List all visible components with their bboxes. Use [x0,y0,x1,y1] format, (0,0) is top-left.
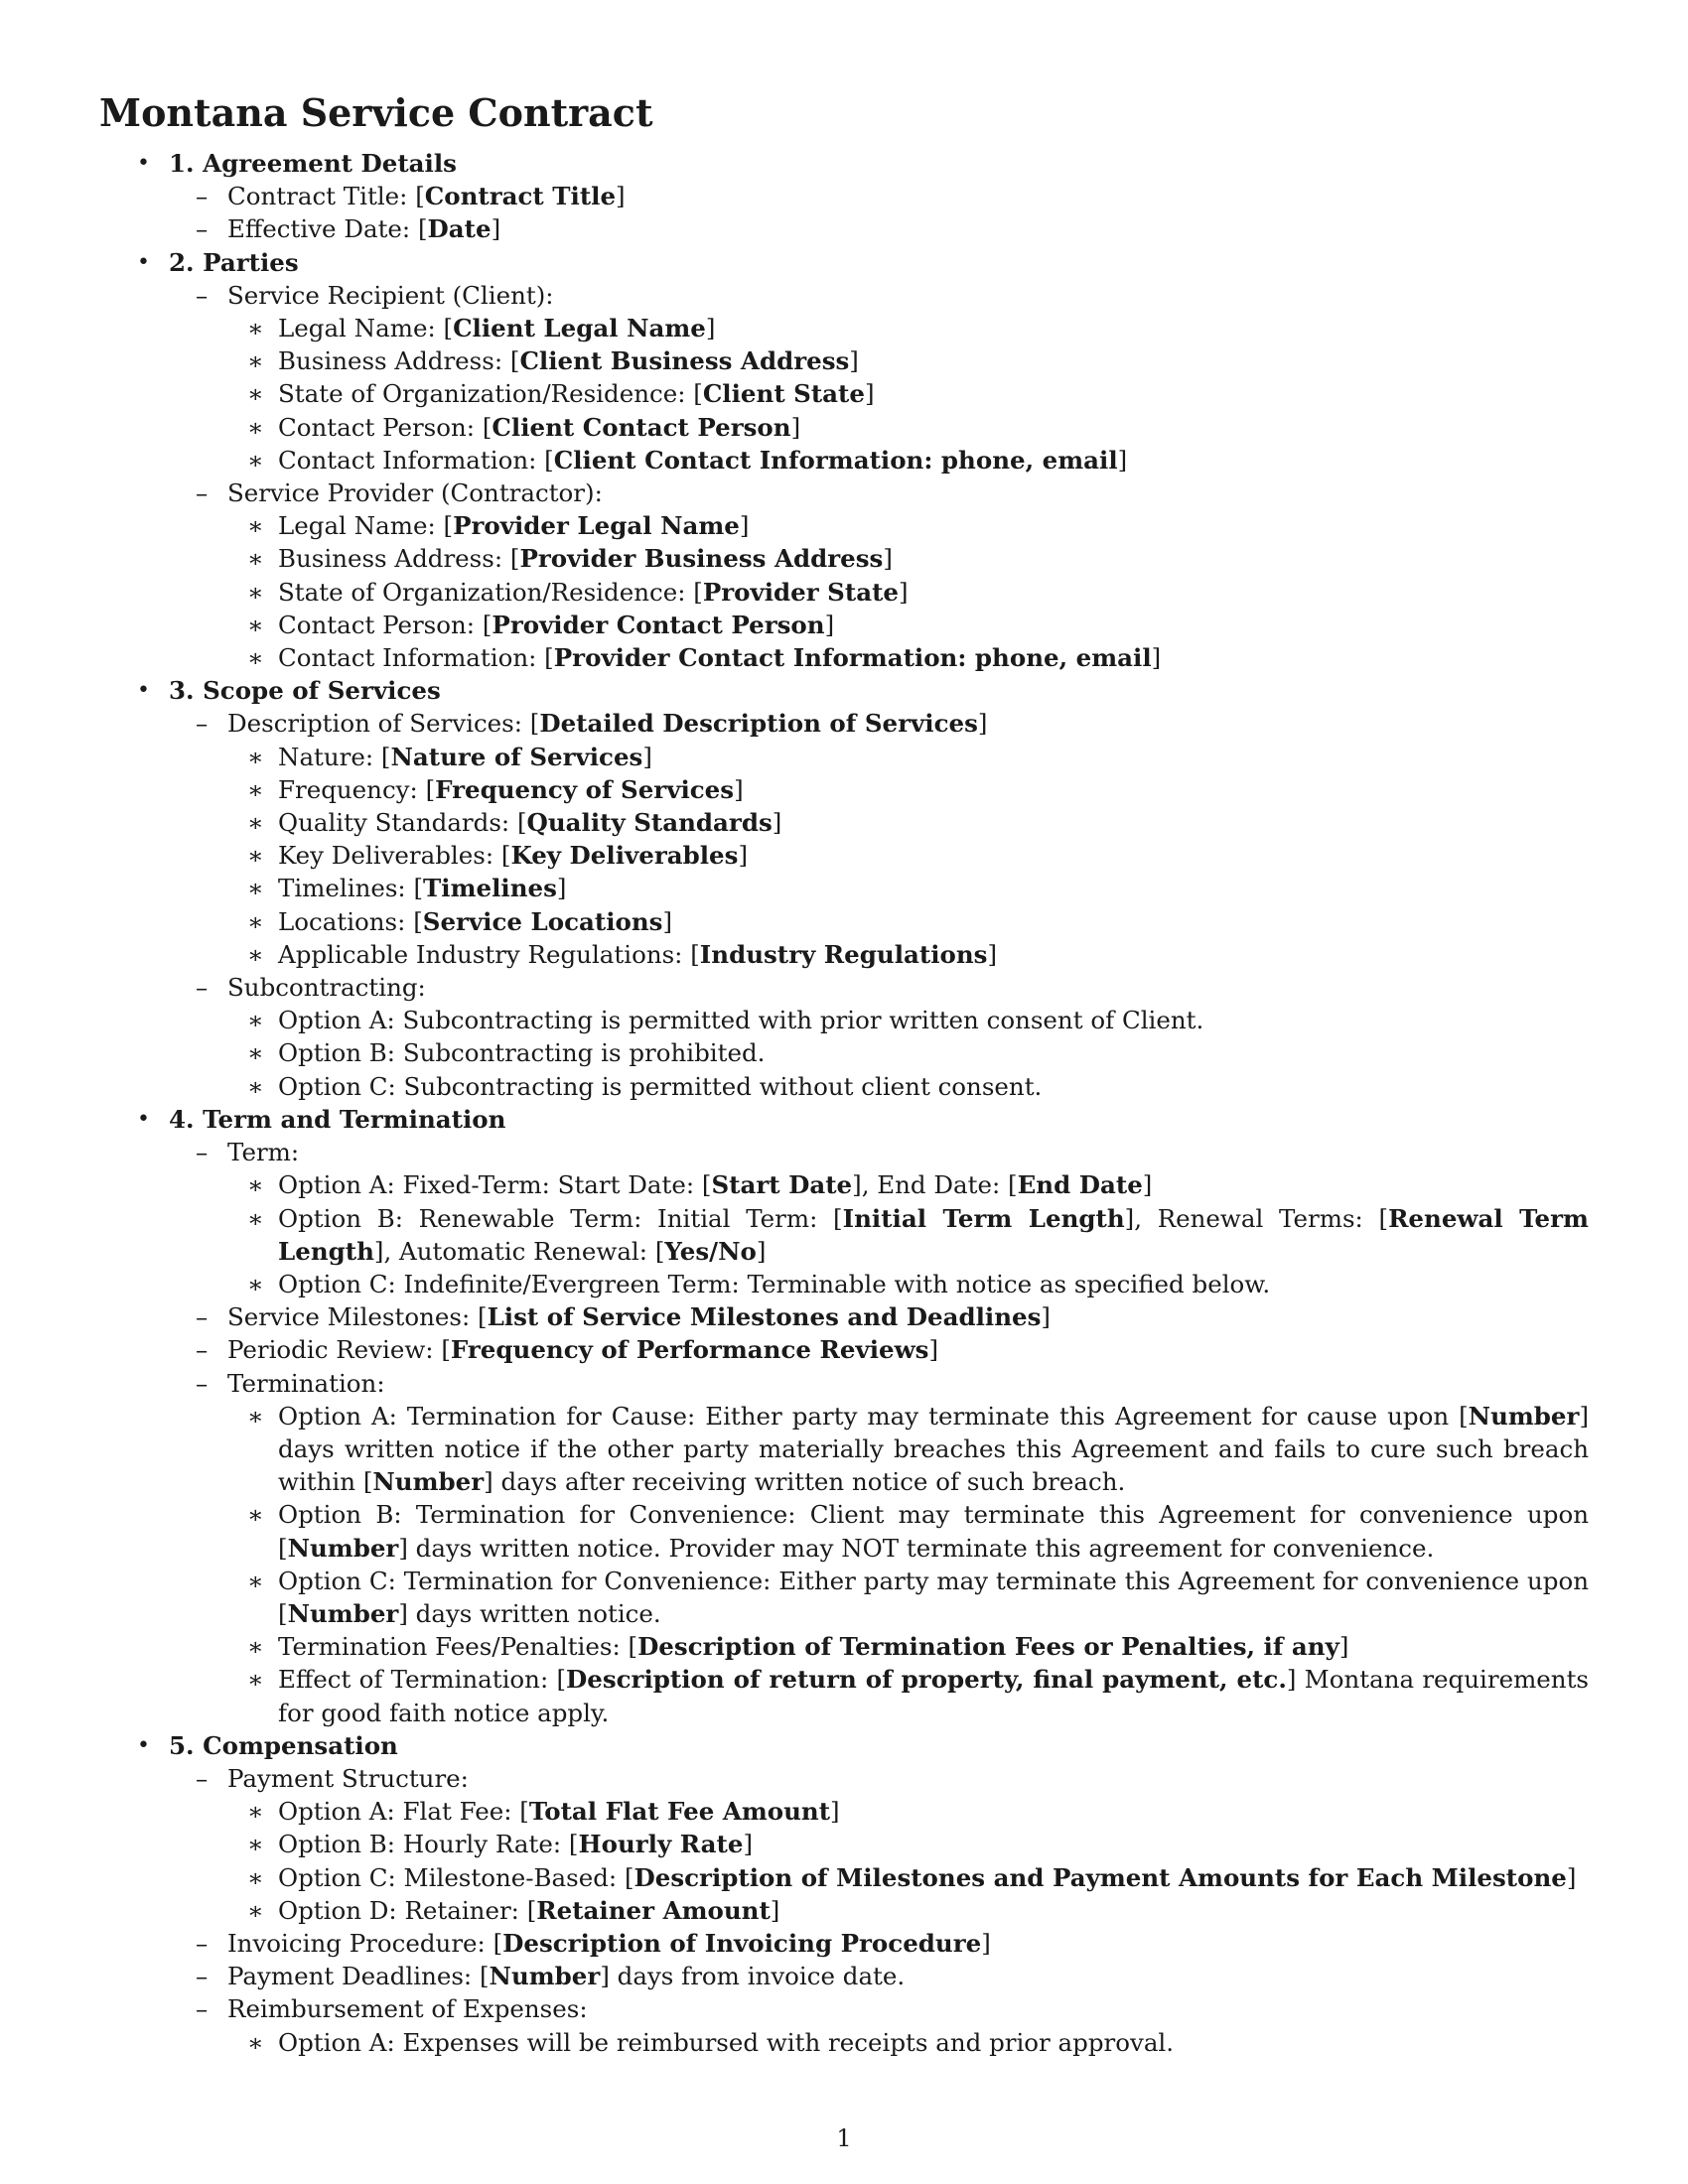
asterisk-marker: ∗ [247,511,264,541]
sub-item-list [247,1795,1589,1927]
sub-item-label: Option A: Expenses will be reimbursed with receipts and prior approval. [278,2027,1175,2057]
dash-marker: – [196,1962,209,1991]
section-heading: 3. Scope of Services [169,676,441,706]
sub-item-text: Option B: Renewable Term: Initial Term: [278,1203,834,1233]
sub-item-value: Client Contact Information: phone, email [553,445,1118,475]
sub-list-item: ∗ Timelines: [Timelines] [247,872,1589,904]
asterisk-marker: ∗ [247,1862,264,1892]
sub-list-item [247,1070,1589,1103]
sub-item-value: Number [372,1467,485,1497]
asterisk-marker: ∗ [247,1830,264,1859]
sub-list-item: ∗ Option B: Termination for Convenience: Client may terminate this Agreement for convenience upon [Number] days written notice. Provider may NOT terminate this agreement for convenience. [247,1500,1589,1563]
asterisk-marker: ∗ [247,808,264,838]
dash-marker: – [196,1994,209,2024]
sub-list-item: ∗ Effect of Termination: [Description of return of property, final payment, etc.] Montana requirements for good faith notice apply. [247,1665,1589,1727]
sub-item-value: Provider Contact Person [492,610,825,639]
sub-item-value: Description of Milestones and Payment Amounts for Each Milestone [633,1862,1567,1892]
asterisk-marker: ∗ [247,1895,264,1925]
dash-marker: – [196,973,209,1003]
dash-marker: – [196,709,209,739]
list-item: – Periodic Review: [Frequency of Performance Reviews] [196,1333,1589,1366]
asterisk-marker: ∗ [247,906,264,936]
sub-item-label: Business Address: [278,544,510,574]
item-label: Reimbursement of Expenses: [227,1994,588,2024]
asterisk-marker: ∗ [247,412,264,442]
page-number: 1 [836,2124,852,2152]
section-heading: 1. Agreement Details [169,149,457,178]
asterisk-marker: ∗ [247,1170,264,1200]
sub-list-item: ∗ Quality Standards: [Quality Standards] [247,806,1589,839]
sub-list-item: ∗ Key Deliverables: [Key Deliverables] [247,839,1589,872]
sub-item-text: days written notice. Provider may NOT terminate this agreement for convenience. [407,1533,1435,1563]
sub-item-text: , End Date: [861,1170,1009,1200]
item-label: Termination: [227,1368,385,1398]
sub-item-label: Applicable Industry Regulations: [278,939,691,969]
sub-item-value: Quality Standards [526,808,773,838]
item-label: Contract Title: [227,182,416,211]
sub-item-label: Locations: [278,906,414,936]
dash-marker: – [196,182,209,211]
sub-item-value: Provider Contact Information: phone, email [553,643,1152,673]
sub-item-value: Provider State [702,577,899,607]
sub-list-item [247,1036,1589,1069]
dash-marker: – [196,1335,209,1365]
asterisk-marker: ∗ [247,346,264,376]
item-list [196,279,1589,674]
sub-item-text: days written notice if the other party materially breaches this Agreement and fails to cure such breach within [278,1433,1589,1497]
asterisk-marker: ∗ [247,1071,264,1101]
bullet-marker: • [137,1106,150,1132]
item-value: Contract Title [424,182,617,211]
sub-item-text: Option A: Termination for Cause: Either party may terminate this Agreement for cause upon [278,1401,1460,1431]
sub-list-item: ∗ Option C: Termination for Convenience: Either party may terminate this Agreement for convenience upon [Number] days written notice. [247,1566,1589,1628]
sub-list-item: ∗ Business Address: [Client Business Address] [247,344,1589,377]
sub-list-item: ∗ Nature: [Nature of Services] [247,741,1589,773]
asterisk-marker: ∗ [247,1269,264,1298]
asterisk-marker: ∗ [247,1566,264,1595]
sub-item-label: Contact Information: [278,445,545,475]
sub-item-value: Client State [702,379,865,409]
dash-marker: – [196,1763,209,1793]
bullet-marker: • [137,249,150,275]
sub-item-label: Nature: [278,742,381,771]
sub-list-item [247,2026,1589,2059]
sub-list-item [247,1268,1589,1300]
sub-list-item: ∗ Option A: Fixed-Term: Start Date: [Start Date], End Date: [End Date] [247,1168,1589,1201]
sub-item-label: Key Deliverables: [278,841,501,871]
item-value: Detailed Description of Services [539,709,978,739]
item-list [196,1136,1589,1729]
list-item [196,1992,1589,2058]
list-item: – Service Milestones: [List of Service Milestones and Deadlines] [196,1300,1589,1333]
asterisk-marker: ∗ [247,874,264,903]
sub-item-label: Option B: Hourly Rate: [278,1830,569,1859]
item-text: Payment Deadlines: [227,1962,480,1991]
sub-item-value: Client Legal Name [453,314,706,343]
sub-item-text: , Renewal Terms: [1134,1203,1379,1233]
section-heading: 4. Term and Termination [169,1104,506,1134]
section-1 [99,147,1589,246]
section-list [99,147,1589,2059]
list-item: – Payment Deadlines: [Number] days from invoice date. [196,1960,1589,1992]
sub-list-item: ∗ Contact Information: [Provider Contact Information: phone, email] [247,641,1589,674]
sub-item-value: Number [287,1533,399,1563]
dash-marker: – [196,214,209,244]
sub-list-item: ∗ Contact Information: [Client Contact Information: phone, email] [247,444,1589,477]
sub-item-list [247,1004,1589,1103]
sub-item-list [247,509,1589,674]
sub-list-item: ∗ Frequency: [Frequency of Services] [247,773,1589,806]
sub-item-value: Service Locations [422,906,663,936]
sub-item-value: Industry Regulations [699,939,988,969]
sub-item-value: Renewal Term Length [278,1203,1589,1266]
sub-item-value: Number [1468,1401,1580,1431]
sub-item-value: Timelines [423,874,557,903]
item-label: Invoicing Procedure: [227,1928,493,1958]
sub-list-item: ∗ Contact Person: [Provider Contact Person] [247,609,1589,641]
sub-item-label: Option C: Subcontracting is permitted without client consent. [278,1071,1043,1101]
asterisk-marker: ∗ [247,1797,264,1827]
asterisk-marker: ∗ [247,939,264,969]
document-page [99,87,1589,2059]
sub-item-label: Option B: Subcontracting is prohibited. [278,1038,766,1068]
item-label: Service Recipient (Client): [227,280,554,310]
asterisk-marker: ∗ [247,774,264,804]
asterisk-marker: ∗ [247,841,264,871]
dash-marker: – [196,1368,209,1398]
asterisk-marker: ∗ [247,445,264,475]
section-4 [99,1103,1589,1729]
asterisk-marker: ∗ [247,1203,264,1233]
list-item: – Contract Title: [Contract Title] [196,180,1589,212]
item-list [196,707,1589,1102]
sub-item-value: Provider Legal Name [453,511,740,541]
dash-marker: – [196,280,209,310]
sub-item-text: Termination Fees/Penalties: [278,1632,629,1662]
item-value: Date [427,214,492,244]
sub-item-list [247,1168,1589,1300]
sub-item-label: Contact Person: [278,412,483,442]
dash-marker: – [196,1928,209,1958]
sub-item-label: Option A: Subcontracting is permitted with prior written consent of Client. [278,1006,1204,1035]
sub-item-value: Description of return of property, final payment, etc. [566,1665,1287,1695]
sub-item-value: Provider Business Address [519,544,884,574]
asterisk-marker: ∗ [247,379,264,409]
sub-item-label: Legal Name: [278,314,444,343]
asterisk-marker: ∗ [247,544,264,574]
sub-item-label: Business Address: [278,346,510,376]
sub-list-item: ∗ Applicable Industry Regulations: [Industry Regulations] [247,938,1589,971]
document-title: Montana Service Contract [99,90,653,135]
sub-list-item: ∗ Option A: Flat Fee: [Total Flat Fee Amount] [247,1795,1589,1828]
item-value: Number [489,1962,601,1991]
item-label: Payment Structure: [227,1763,469,1793]
section-heading: 5. Compensation [169,1730,398,1760]
list-item [196,1367,1589,1729]
item-list [196,1762,1589,2059]
sub-list-item: ∗ Option B: Renewable Term: Initial Term: [Initial Term Length], Renewal Terms: [Renewal Term Length], Automatic Renewal: [Yes/No] [247,1203,1589,1266]
sub-item-text: Montana requirements for good faith notice apply. [278,1665,1589,1727]
sub-item-text: Option A: Fixed-Term: Start Date: [278,1170,702,1200]
sub-list-item: ∗ Contact Person: [Client Contact Person] [247,411,1589,444]
item-label: Service Milestones: [227,1302,478,1332]
sub-item-value: Total Flat Fee Amount [528,1797,831,1827]
sub-list-item: ∗ Termination Fees/Penalties: [Description of Termination Fees or Penalties, if any] [247,1630,1589,1663]
item-label: Effective Date: [227,214,418,244]
sub-item-value: Client Business Address [519,346,850,376]
sub-item-text: days after receiving written notice of such breach. [492,1467,1126,1497]
asterisk-marker: ∗ [247,314,264,343]
section-5 [99,1729,1589,2059]
asterisk-marker: ∗ [247,1401,264,1431]
sub-list-item: ∗ Locations: [Service Locations] [247,905,1589,938]
sub-item-text: days written notice. [407,1598,661,1628]
sub-item-label: Quality Standards: [278,808,517,838]
bullet-marker: • [137,151,150,176]
item-label: Subcontracting: [227,973,426,1003]
list-item: – Effective Date: [Date] [196,212,1589,245]
list-item [196,971,1589,1103]
sub-item-list [247,741,1589,971]
sub-list-item: ∗ State of Organization/Residence: [Provider State] [247,576,1589,609]
sub-list-item [247,1004,1589,1036]
list-item [196,279,1589,477]
sub-item-value: Yes/No [664,1236,757,1266]
item-label: Periodic Review: [227,1335,442,1365]
sub-item-value: Nature of Services [390,742,643,771]
asterisk-marker: ∗ [247,742,264,771]
sub-item-value: Number [287,1598,399,1628]
sub-item-label: Option D: Retainer: [278,1895,527,1925]
sub-item-label: Contact Person: [278,610,483,639]
list-item [196,1136,1589,1300]
asterisk-marker: ∗ [247,577,264,607]
section-2 [99,246,1589,675]
sub-item-value: Start Date [711,1170,853,1200]
dash-marker: – [196,1302,209,1332]
dash-marker: – [196,478,209,508]
sub-item-label: Option C: Indefinite/Evergreen Term: Terminable with notice as specified below. [278,1269,1271,1298]
asterisk-marker: ∗ [247,1665,264,1695]
asterisk-marker: ∗ [247,643,264,673]
sub-item-value: Key Deliverables [510,841,739,871]
asterisk-marker: ∗ [247,2027,264,2057]
sub-item-list [247,1400,1589,1729]
sub-item-value: Hourly Rate [578,1830,744,1859]
sub-list-item: ∗ Business Address: [Provider Business Address] [247,542,1589,575]
dash-marker: – [196,1138,209,1167]
asterisk-marker: ∗ [247,1006,264,1035]
sub-item-value: Retainer Amount [536,1895,771,1925]
sub-item-label: State of Organization/Residence: [278,379,694,409]
item-label: Description of Services: [227,709,530,739]
bullet-marker: • [137,678,150,704]
sub-list-item: ∗ Option C: Milestone-Based: [Description of Milestones and Payment Amounts for Each Milestone] [247,1861,1589,1894]
list-item: – Description of Services: [Detailed Description of Services] ∗ Nature: [Nature of Services] ∗ Frequency: [Frequency of Services] ∗ Quality Standards: [Quality Standards] ∗ Key Deliverables: [Key Deliverables] ∗ Timelines: [Timelines] ∗ Locations: [Service Locations] ∗ Applicable Industry Regulations: [Industry Regulations] [196,707,1589,971]
sub-item-text: Option C: Termination for Convenience: Either party may terminate this Agreement for convenience upon [278,1566,1589,1595]
sub-item-value: Client Contact Person [492,412,791,442]
sub-item-label: Option A: Flat Fee: [278,1797,520,1827]
item-list [196,180,1589,245]
sub-item-value: Frequency of Services [435,774,735,804]
asterisk-marker: ∗ [247,1038,264,1068]
sub-item-value: Initial Term Length [842,1203,1125,1233]
sub-list-item: ∗ Legal Name: [Client Legal Name] [247,312,1589,344]
list-item: – Invoicing Procedure: [Description of Invoicing Procedure] [196,1927,1589,1960]
sub-item-label: Legal Name: [278,511,444,541]
bullet-marker: • [137,1732,150,1758]
sub-item-value: Description of Termination Fees or Penalties, if any [637,1632,1339,1662]
item-text: days from invoice date. [609,1962,906,1991]
sub-list-item: ∗ Option A: Termination for Cause: Either party may terminate this Agreement for cause upon [Number] days written notice if the other party materially breaches this Agreement and fails to cure such breach within [Number] days after receiving written notice of such breach. [247,1401,1589,1497]
sub-item-label: Contact Information: [278,643,545,673]
sub-item-text: , Automatic Renewal: [383,1236,655,1266]
sub-item-list [247,312,1589,477]
item-label: Service Provider (Contractor): [227,478,603,508]
sub-list-item: ∗ Legal Name: [Provider Legal Name] [247,509,1589,542]
asterisk-marker: ∗ [247,610,264,639]
sub-list-item: ∗ State of Organization/Residence: [Client State] [247,377,1589,410]
sub-item-value: End Date [1017,1170,1143,1200]
sub-list-item: ∗ Option B: Hourly Rate: [Hourly Rate] [247,1828,1589,1860]
list-item [196,477,1589,674]
sub-item-list [247,2026,1589,2059]
item-value: List of Service Milestones and Deadlines [487,1302,1042,1332]
sub-item-label: Frequency: [278,774,426,804]
section-3 [99,674,1589,1103]
asterisk-marker: ∗ [247,1500,264,1530]
sub-list-item: ∗ Option D: Retainer: [Retainer Amount] [247,1894,1589,1927]
sub-item-label: Timelines: [278,874,414,903]
item-value: Frequency of Performance Reviews [450,1335,929,1365]
section-heading: 2. Parties [169,247,299,277]
asterisk-marker: ∗ [247,1632,264,1662]
sub-item-label: Option C: Milestone-Based: [278,1862,625,1892]
sub-item-text: Effect of Termination: [278,1665,557,1695]
sub-item-label: State of Organization/Residence: [278,577,694,607]
item-label: Term: [227,1138,300,1167]
sub-item-text: Option B: Termination for Convenience: Client may terminate this Agreement for convenience upon [278,1500,1589,1530]
list-item [196,1762,1589,1927]
item-value: Description of Invoicing Procedure [502,1928,982,1958]
